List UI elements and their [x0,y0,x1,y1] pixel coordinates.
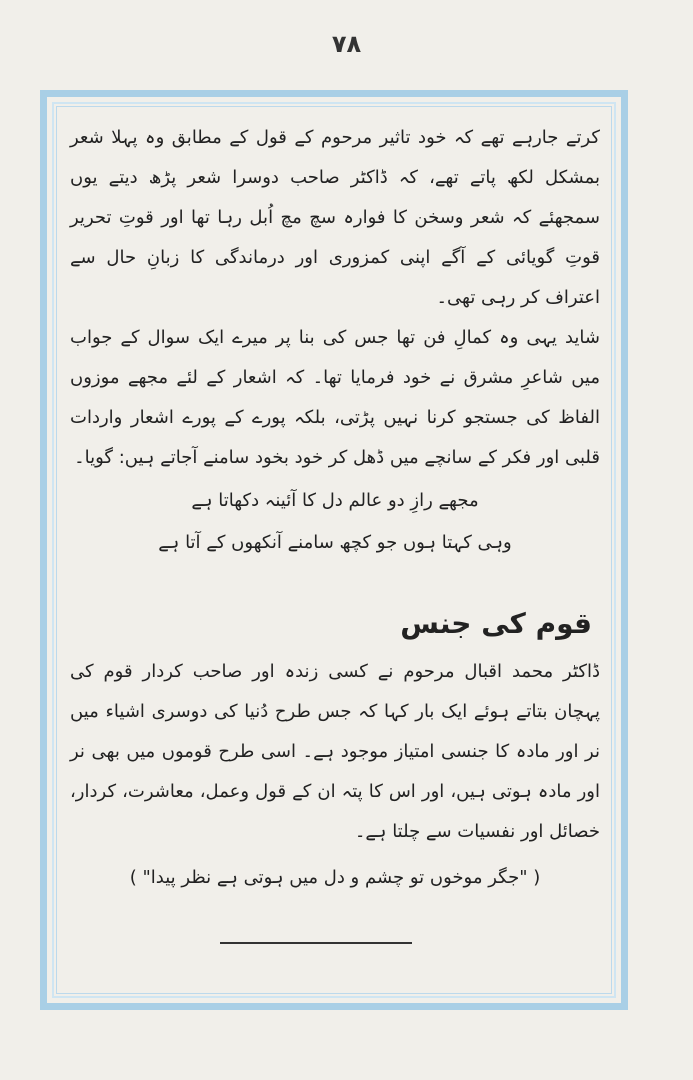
page-content [70,118,600,916]
paragraph: ڈاکٹر محمد اقبال مرحوم نے کسی زندہ اور صاحب کردار قوم کی پہچان بتاتے ہوئے ایک بار کہا کہ جس طرح دُنیا کی دوسری اشیاء میں نر اور مادہ کا جنسی امتیاز موجود ہے۔ اسی طرح قوموں میں بھی نر اور مادہ ہوتی ہیں، اور اس کا پتہ ان کے قول وعمل، معاشرت، کردار، خصائل اور نفسیات سے چلتا ہے۔ [70,661,600,842]
paragraph: کرتے جارہے تھے کہ خود تاثیر مرحوم کے قول کے مطابق وہ پہلا شعر بمشکل لکھ پاتے تھے، کہ ڈاکٹر صاحب دوسرا شعر پڑھ دیتے یوں سمجھئے کہ شعر وسخن کا فوارہ سچ مچ اُبل رہا تھا اور قوتِ تحریر قوتِ گویائی کے آگے اپنی کمزوری اور درماندگی کا زبانِ حال سے اعتراف کر رہی تھی۔ [70,127,600,308]
poem-line: وہی کہتا ہوں جو کچھ سامنے آنکھوں کے آتا ہے [158,532,512,553]
poem-line: مجھے رازِ دو عالم دل کا آئینہ دکھاتا ہے [191,490,479,511]
end-rule [220,942,412,944]
page-number: ۷۸ [331,30,362,58]
quote: ( "جگر موخوں تو چشم و دل میں ہوتی ہے نظر پیدا" ) [129,867,541,888]
section-heading: قوم کی جنس [400,607,592,640]
paragraph: شاید یہی وہ کمالِ فن تھا جس کی بنا پر میرے ایک سوال کے جواب میں شاعرِ مشرق نے خود فرمایا تھا۔ کہ اشعار کے لئے مجھے موزوں الفاظ کی جستجو کرنا نہیں پڑتی، بلکہ پورے کے پورے اشعار واردات قلبی اور فکر کے سانچے میں ڈھل کر خود بخود سامنے آجاتے ہیں: گویا۔ [70,327,600,468]
